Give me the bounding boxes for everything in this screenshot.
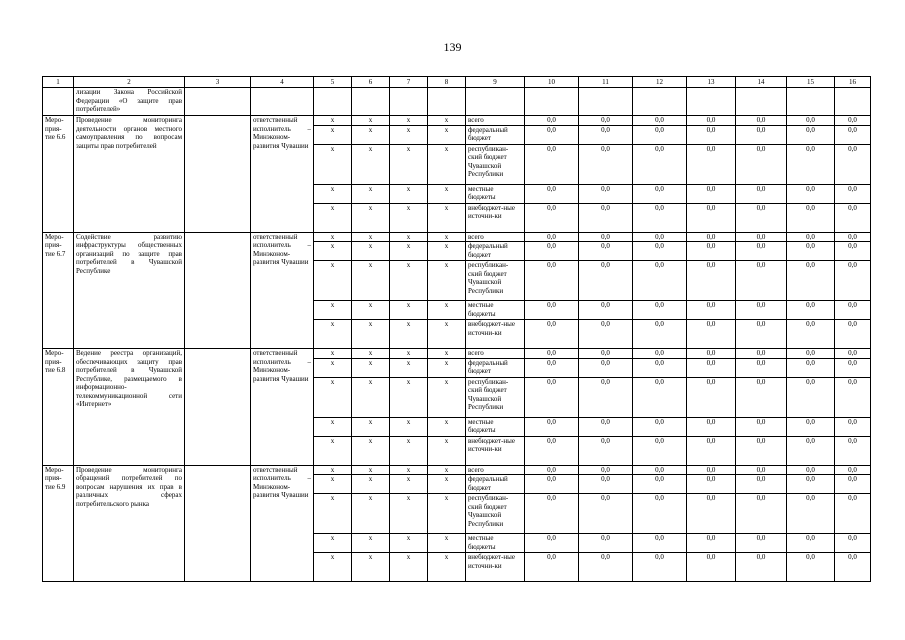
x-mark: x [428,417,466,436]
activity-code: Меро-прия-тие 6.6 [43,116,74,233]
x-mark: x [314,125,352,144]
value-cell: 0,0 [736,377,787,417]
value-cell: 0,0 [835,417,871,436]
value-cell: 0,0 [787,465,835,475]
funding-source: федеральный бюджет [466,242,525,261]
funding-source: федеральный бюджет [466,358,525,377]
value-cell: 0,0 [687,261,736,301]
column-header: 1 [43,77,74,88]
value-cell: 0,0 [579,534,633,553]
x-mark: x [352,301,390,320]
value-cell: 0,0 [736,232,787,242]
x-mark: x [428,320,466,349]
value-cell: 0,0 [687,301,736,320]
value-cell: 0,0 [787,242,835,261]
value-cell: 0,0 [687,475,736,494]
value-cell: 0,0 [835,301,871,320]
value-cell: 0,0 [687,553,736,582]
x-mark: x [352,349,390,359]
x-mark: x [352,116,390,126]
value-cell: 0,0 [787,553,835,582]
value-cell: 0,0 [787,261,835,301]
x-mark: x [352,553,390,582]
value-cell: 0,0 [835,232,871,242]
value-cell: 0,0 [736,261,787,301]
x-mark: x [428,465,466,475]
x-mark: x [390,475,428,494]
value-cell: 0,0 [835,358,871,377]
value-cell: 0,0 [736,301,787,320]
column-header: 5 [314,77,352,88]
x-mark: x [352,465,390,475]
value-cell: 0,0 [835,144,871,184]
funding-source: внебюджет-ные источни-ки [466,320,525,349]
table-row [43,116,871,126]
x-mark: x [352,494,390,534]
value-cell: 0,0 [687,242,736,261]
x-mark: x [428,125,466,144]
value-cell: 0,0 [525,553,579,582]
x-mark: x [314,301,352,320]
x-mark: x [352,358,390,377]
funding-source: внебюджет-ные источни-ки [466,436,525,465]
x-mark: x [314,436,352,465]
column-header: 7 [390,77,428,88]
x-mark: x [390,116,428,126]
x-mark: x [314,494,352,534]
x-mark: x [428,116,466,126]
budget-table [42,76,871,582]
column-header: 9 [466,77,525,88]
value-cell: 0,0 [579,242,633,261]
value-cell: 0,0 [687,465,736,475]
funding-source: федеральный бюджет [466,125,525,144]
value-cell: 0,0 [579,203,633,232]
x-mark: x [390,417,428,436]
activity-name: Содействие развитию инфраструктуры общественных организаций по защите прав потребителей в Чувашской Республике [74,232,185,349]
x-mark: x [428,553,466,582]
x-mark: x [390,377,428,417]
x-mark: x [352,475,390,494]
funding-source: республикан-ский бюджет Чувашской Республики [466,494,525,534]
value-cell: 0,0 [633,232,687,242]
value-cell: 0,0 [525,494,579,534]
funding-source: федеральный бюджет [466,475,525,494]
empty-cell [185,232,251,349]
page-number: 139 [443,40,462,54]
x-mark: x [314,116,352,126]
x-mark: x [428,358,466,377]
x-mark: x [352,203,390,232]
value-cell: 0,0 [525,358,579,377]
x-mark: x [390,465,428,475]
header-row [43,77,871,88]
funding-source: местные бюджеты [466,417,525,436]
x-mark: x [352,184,390,203]
value-cell: 0,0 [835,320,871,349]
funding-source: местные бюджеты [466,534,525,553]
value-cell: 0,0 [633,494,687,534]
x-mark: x [428,261,466,301]
value-cell: 0,0 [835,261,871,301]
value-cell: 0,0 [525,144,579,184]
x-mark: x [428,494,466,534]
value-cell: 0,0 [835,116,871,126]
value-cell: 0,0 [525,320,579,349]
value-cell: 0,0 [787,203,835,232]
column-header: 15 [787,77,835,88]
value-cell: 0,0 [633,320,687,349]
value-cell: 0,0 [687,534,736,553]
x-mark: x [390,232,428,242]
value-cell: 0,0 [633,377,687,417]
x-mark: x [314,349,352,359]
value-cell: 0,0 [687,320,736,349]
value-cell: 0,0 [525,301,579,320]
x-mark: x [352,417,390,436]
value-cell: 0,0 [525,349,579,359]
value-cell: 0,0 [687,144,736,184]
value-cell: 0,0 [633,436,687,465]
x-mark: x [352,436,390,465]
x-mark: x [428,242,466,261]
x-mark: x [352,320,390,349]
column-header: 13 [687,77,736,88]
column-header: 6 [352,77,390,88]
value-cell: 0,0 [579,301,633,320]
value-cell: 0,0 [633,116,687,126]
value-cell: 0,0 [525,125,579,144]
value-cell: 0,0 [525,242,579,261]
value-cell: 0,0 [787,436,835,465]
value-cell: 0,0 [835,465,871,475]
value-cell: 0,0 [633,301,687,320]
x-mark: x [352,261,390,301]
column-header: 3 [185,77,251,88]
value-cell: 0,0 [687,184,736,203]
value-cell: 0,0 [835,494,871,534]
column-header: 16 [835,77,871,88]
value-cell: 0,0 [633,417,687,436]
column-header: 11 [579,77,633,88]
value-cell: 0,0 [687,377,736,417]
x-mark: x [390,184,428,203]
value-cell: 0,0 [687,349,736,359]
value-cell: 0,0 [525,203,579,232]
executor: ответственный исполнитель – Минэконом-развития Чувашии [251,349,314,466]
x-mark: x [352,232,390,242]
x-mark: x [314,358,352,377]
value-cell: 0,0 [787,232,835,242]
funding-source: всего [466,232,525,242]
funding-source: республикан-ский бюджет Чувашской Республики [466,144,525,184]
value-cell: 0,0 [579,320,633,349]
value-cell: 0,0 [736,553,787,582]
value-cell: 0,0 [579,465,633,475]
value-cell: 0,0 [736,465,787,475]
value-cell: 0,0 [736,349,787,359]
executor: ответственный исполнитель – Минэконом-развития Чувашии [251,465,314,582]
x-mark: x [390,301,428,320]
x-mark: x [352,144,390,184]
value-cell: 0,0 [835,349,871,359]
x-mark: x [428,377,466,417]
x-mark: x [390,125,428,144]
value-cell: 0,0 [835,184,871,203]
value-cell: 0,0 [787,377,835,417]
value-cell: 0,0 [579,144,633,184]
value-cell: 0,0 [736,242,787,261]
x-mark: x [390,144,428,184]
value-cell: 0,0 [579,417,633,436]
x-mark: x [428,232,466,242]
value-cell: 0,0 [633,242,687,261]
funding-source: местные бюджеты [466,184,525,203]
x-mark: x [390,261,428,301]
activity-name: Ведение реестра организаций, обеспечивающих защиту прав потребителей в Чувашской Республике, размещаемого в информационно-телекоммуникационной сети «Интернет» [74,349,185,466]
value-cell: 0,0 [687,116,736,126]
value-cell: 0,0 [579,553,633,582]
funding-source: республикан-ский бюджет Чувашской Республики [466,261,525,301]
column-header: 2 [74,77,185,88]
value-cell: 0,0 [633,261,687,301]
continuation-row [43,88,871,116]
column-header: 12 [633,77,687,88]
value-cell: 0,0 [633,203,687,232]
x-mark: x [428,436,466,465]
activity-code: Меро-прия-тие 6.9 [43,465,74,582]
funding-source: внебюджет-ные источни-ки [466,203,525,232]
value-cell: 0,0 [835,436,871,465]
value-cell: 0,0 [579,184,633,203]
column-header: 8 [428,77,466,88]
x-mark: x [314,320,352,349]
x-mark: x [428,475,466,494]
executor: ответственный исполнитель – Минэконом-развития Чувашии [251,232,314,349]
activity-code: Меро-прия-тие 6.8 [43,349,74,466]
value-cell: 0,0 [787,534,835,553]
value-cell: 0,0 [579,232,633,242]
funding-source: республикан-ский бюджет Чувашской Республики [466,377,525,417]
value-cell: 0,0 [787,494,835,534]
x-mark: x [428,144,466,184]
x-mark: x [352,242,390,261]
value-cell: 0,0 [687,417,736,436]
value-cell: 0,0 [835,203,871,232]
value-cell: 0,0 [736,534,787,553]
value-cell: 0,0 [525,377,579,417]
value-cell: 0,0 [633,125,687,144]
value-cell: 0,0 [579,377,633,417]
value-cell: 0,0 [787,184,835,203]
x-mark: x [314,475,352,494]
value-cell: 0,0 [835,475,871,494]
value-cell: 0,0 [736,475,787,494]
value-cell: 0,0 [835,377,871,417]
x-mark: x [314,417,352,436]
value-cell: 0,0 [579,261,633,301]
executor: ответственный исполнитель – Минэконом-развития Чувашии [251,116,314,233]
value-cell: 0,0 [687,125,736,144]
x-mark: x [314,203,352,232]
x-mark: x [314,144,352,184]
value-cell: 0,0 [736,436,787,465]
table-row [43,232,871,242]
x-mark: x [390,534,428,553]
activity-name: Проведение мониторинга деятельности органов местного самоуправления по вопросам защиты прав потребителей [74,116,185,233]
funding-source: местные бюджеты [466,301,525,320]
x-mark: x [390,320,428,349]
x-mark: x [314,377,352,417]
value-cell: 0,0 [525,475,579,494]
value-cell: 0,0 [579,494,633,534]
value-cell: 0,0 [633,475,687,494]
value-cell: 0,0 [787,417,835,436]
x-mark: x [428,349,466,359]
x-mark: x [314,184,352,203]
funding-source: всего [466,116,525,126]
value-cell: 0,0 [525,184,579,203]
x-mark: x [390,242,428,261]
value-cell: 0,0 [736,116,787,126]
value-cell: 0,0 [835,125,871,144]
x-mark: x [352,534,390,553]
x-mark: x [390,349,428,359]
value-cell: 0,0 [787,358,835,377]
column-header: 10 [525,77,579,88]
activity-name: Проведение мониторинга обращений потребителей по вопросам нарушения их прав в различных сферах потребительского рынка [74,465,185,582]
x-mark: x [314,465,352,475]
value-cell: 0,0 [633,534,687,553]
x-mark: x [314,553,352,582]
value-cell: 0,0 [687,436,736,465]
value-cell: 0,0 [525,232,579,242]
value-cell: 0,0 [525,436,579,465]
x-mark: x [314,232,352,242]
x-mark: x [390,553,428,582]
x-mark: x [390,203,428,232]
value-cell: 0,0 [787,301,835,320]
x-mark: x [428,534,466,553]
value-cell: 0,0 [633,553,687,582]
x-mark: x [390,494,428,534]
value-cell: 0,0 [787,320,835,349]
activity-code: Меро-прия-тие 6.7 [43,232,74,349]
value-cell: 0,0 [579,116,633,126]
continuation-text: лизации Закона Российской Федерации «О защите прав потребителей» [74,88,185,116]
funding-source: внебюджет-ные источни-ки [466,553,525,582]
value-cell: 0,0 [525,465,579,475]
value-cell: 0,0 [687,494,736,534]
x-mark: x [314,261,352,301]
value-cell: 0,0 [736,358,787,377]
value-cell: 0,0 [579,349,633,359]
x-mark: x [390,436,428,465]
funding-source: всего [466,465,525,475]
value-cell: 0,0 [633,144,687,184]
column-header: 4 [251,77,314,88]
value-cell: 0,0 [736,144,787,184]
table-row [43,465,871,475]
value-cell: 0,0 [687,203,736,232]
x-mark: x [428,184,466,203]
value-cell: 0,0 [633,465,687,475]
value-cell: 0,0 [835,553,871,582]
empty-cell [185,465,251,582]
value-cell: 0,0 [835,534,871,553]
empty-cell [185,116,251,233]
value-cell: 0,0 [736,125,787,144]
value-cell: 0,0 [579,125,633,144]
value-cell: 0,0 [736,494,787,534]
x-mark: x [428,301,466,320]
value-cell: 0,0 [687,358,736,377]
value-cell: 0,0 [525,116,579,126]
value-cell: 0,0 [835,242,871,261]
table-row [43,349,871,359]
value-cell: 0,0 [736,417,787,436]
x-mark: x [390,358,428,377]
x-mark: x [428,203,466,232]
value-cell: 0,0 [736,203,787,232]
value-cell: 0,0 [787,116,835,126]
value-cell: 0,0 [736,184,787,203]
value-cell: 0,0 [787,349,835,359]
value-cell: 0,0 [579,436,633,465]
value-cell: 0,0 [525,261,579,301]
value-cell: 0,0 [736,320,787,349]
value-cell: 0,0 [579,358,633,377]
x-mark: x [314,534,352,553]
x-mark: x [352,377,390,417]
x-mark: x [314,242,352,261]
x-mark: x [352,125,390,144]
value-cell: 0,0 [787,125,835,144]
value-cell: 0,0 [787,475,835,494]
empty-cell [185,349,251,466]
value-cell: 0,0 [525,417,579,436]
value-cell: 0,0 [633,349,687,359]
column-header: 14 [736,77,787,88]
value-cell: 0,0 [787,144,835,184]
value-cell: 0,0 [633,184,687,203]
funding-source: всего [466,349,525,359]
value-cell: 0,0 [579,475,633,494]
value-cell: 0,0 [687,232,736,242]
value-cell: 0,0 [525,534,579,553]
value-cell: 0,0 [633,358,687,377]
